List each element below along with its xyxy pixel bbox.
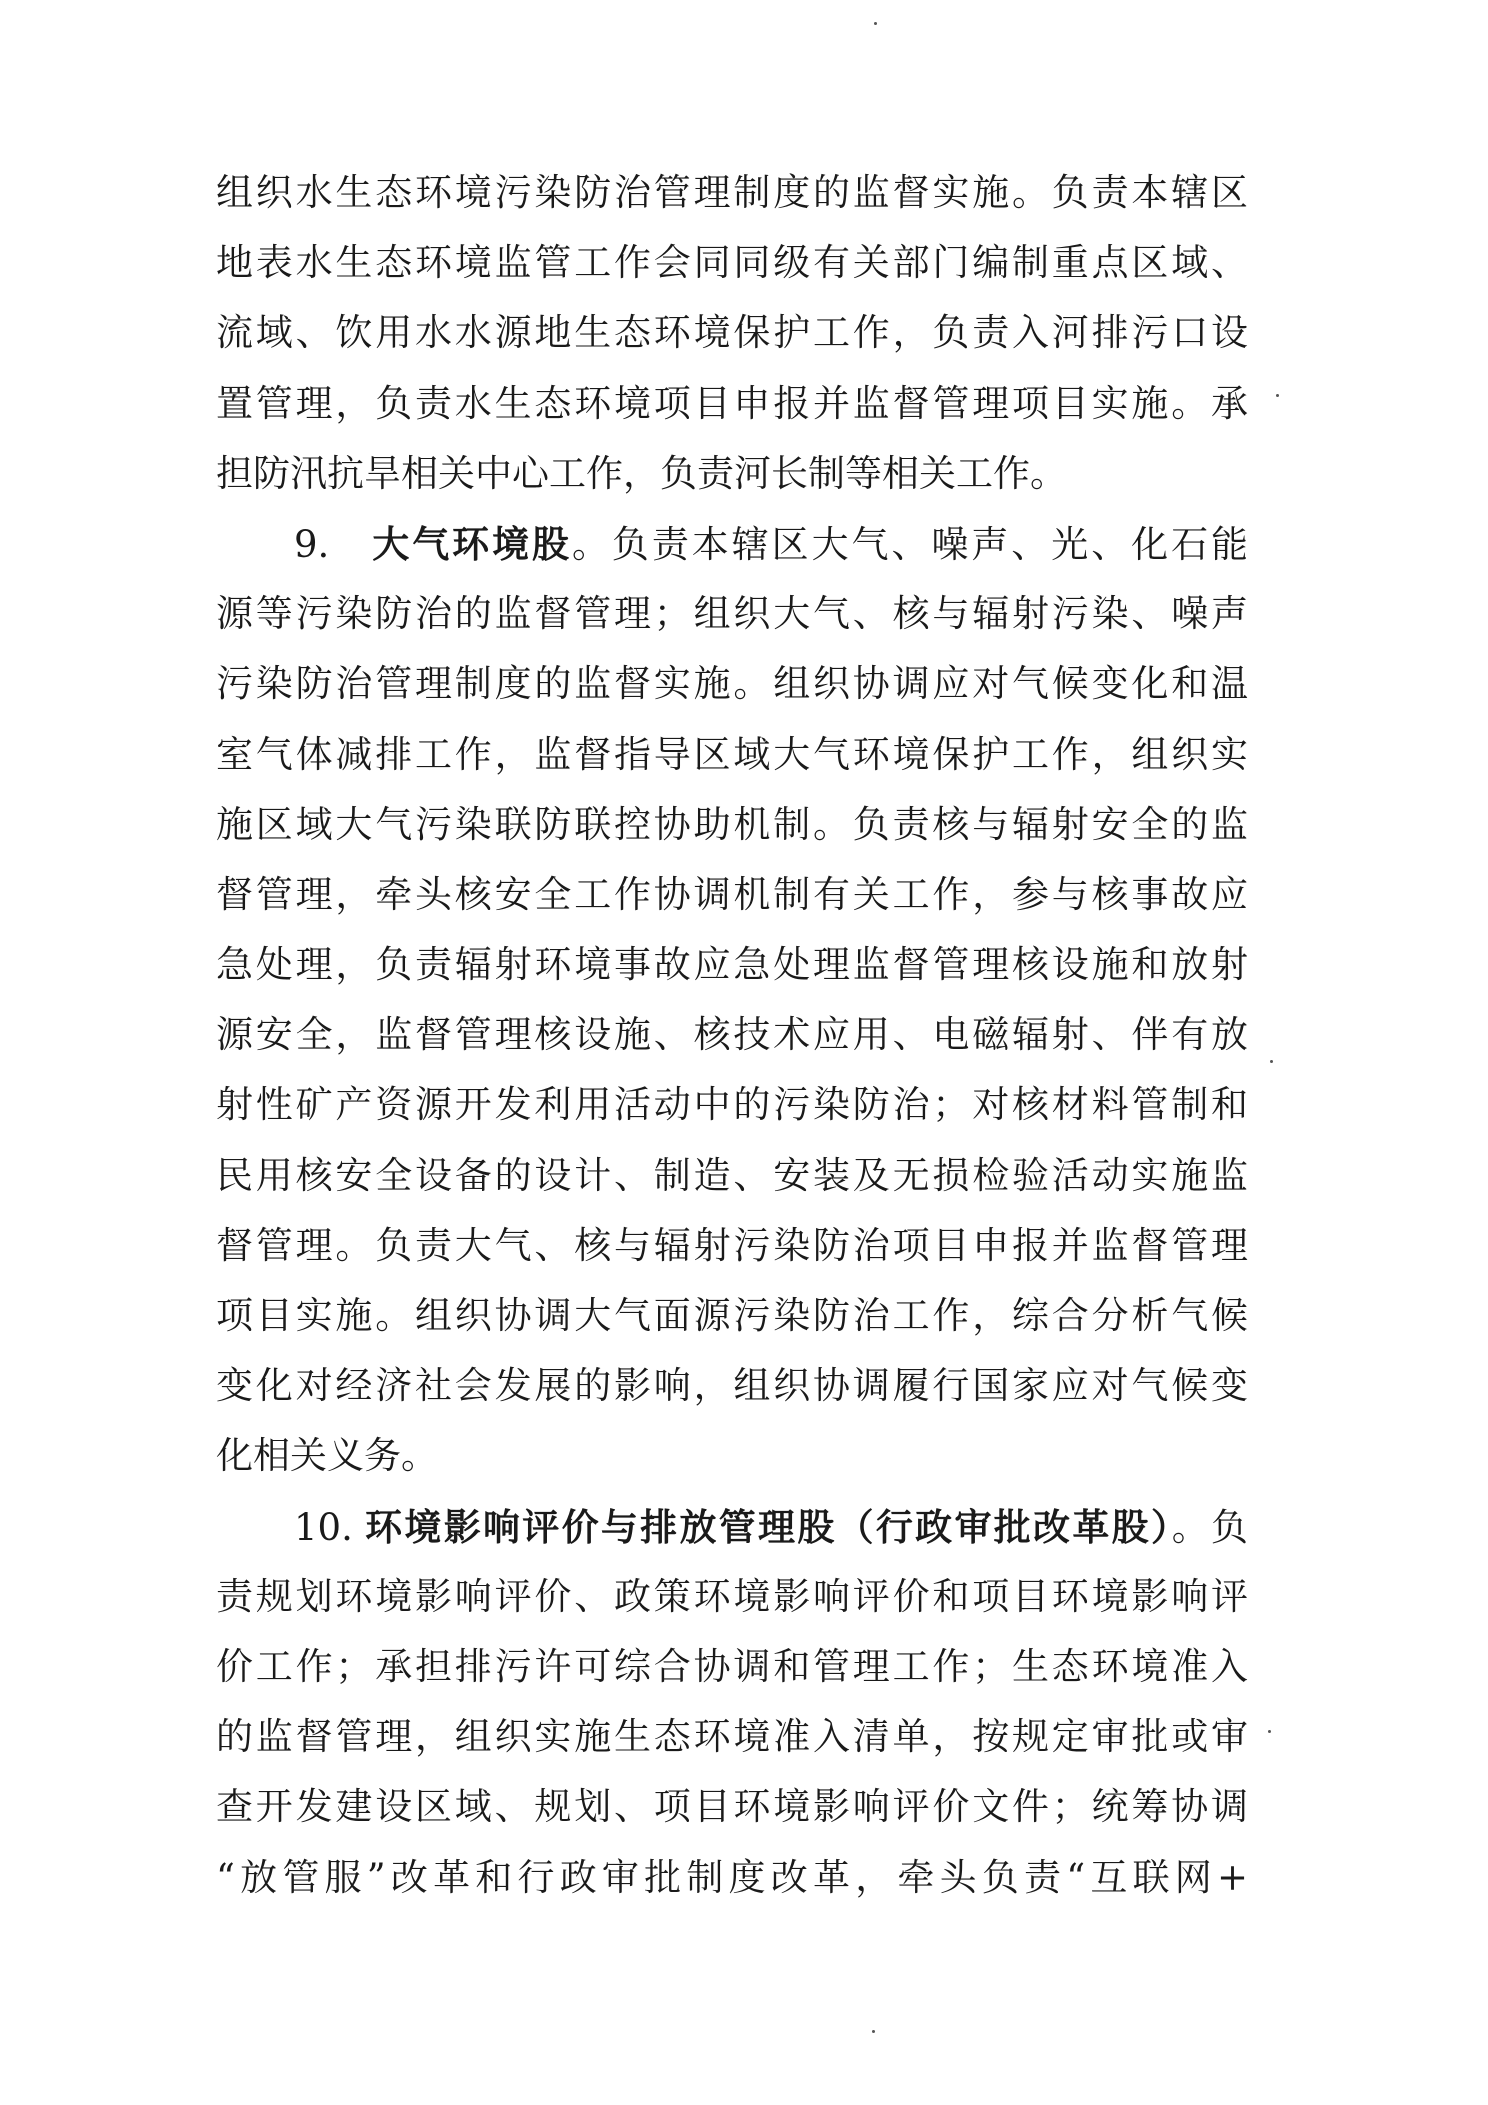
text-line: 担防汛抗旱相关中心工作，负责河长制等相关工作。: [216, 451, 1067, 495]
text-line: 施区域大气污染联防联控协助机制。负责核与辐射安全的监: [216, 802, 1248, 846]
text-line: 化相关义务。: [216, 1434, 438, 1478]
text-line: “放管服”改革和行政审批制度改革，牵头负责“互联网+: [216, 1855, 1248, 1899]
text-line: 价工作；承担排污许可综合协调和管理工作；生态环境准入: [216, 1644, 1248, 1688]
text-line: 射性矿产资源开发利用活动中的污染防治；对核材料管制和: [216, 1083, 1248, 1127]
text-line: 责规划环境影响评价、政策环境影响评价和项目环境影响评: [216, 1574, 1248, 1618]
text-line: 源等污染防治的监督管理；组织大气、核与辐射污染、噪声: [216, 592, 1248, 636]
text-line: 民用核安全设备的设计、制造、安装及无损检验活动实施监: [216, 1153, 1248, 1197]
scan-speck: [1270, 1060, 1273, 1063]
text-line: 源安全，监督管理核设施、核技术应用、电磁辐射、伴有放: [216, 1013, 1248, 1057]
text-line: 流域、饮用水水源地生态环境保护工作，负责入河排污口设: [216, 311, 1248, 355]
text-line: 组织水生态环境污染防治管理制度的监督实施。负责本辖区: [216, 171, 1248, 214]
section-9-number: 9.: [294, 522, 330, 566]
body-text: [216, 158, 1248, 1913]
text-line: 急处理，负责辐射环境事故应急处理监督管理核设施和放射: [216, 943, 1248, 987]
section-9-first-line-text: 。负责本辖区大气、噪声、光、化石能: [571, 522, 1248, 566]
scan-speck: [1276, 394, 1279, 397]
section-10-number: 10.: [294, 1505, 353, 1549]
section-9-heading: 大气环境股: [369, 521, 572, 566]
text-line: 室气体减排工作，监督指导区域大气环境保护工作，组织实: [216, 732, 1248, 776]
section-10-first-line: [216, 1492, 1248, 1562]
section-10-first-line-text: 。负: [1171, 1505, 1248, 1549]
text-line: 督管理。负责大气、核与辐射污染防治项目申报并监督管理: [216, 1223, 1248, 1267]
scan-speck: [1268, 1730, 1271, 1733]
text-line: 置管理，负责水生态环境项目申报并监督管理项目实施。承: [216, 381, 1248, 425]
text-line: 变化对经济社会发展的影响，组织协调履行国家应对气候变: [216, 1364, 1248, 1408]
scan-speck: [872, 2030, 875, 2033]
section-10-heading: 环境影响评价与排放管理股（行政审批改革股）: [362, 1504, 1172, 1549]
text-line: 督管理，牵头核安全工作协调机制有关工作，参与核事故应: [216, 872, 1248, 916]
text-line: 项目实施。组织协调大气面源污染防治工作，综合分析气候: [216, 1294, 1248, 1337]
text-line: 污染防治管理制度的监督实施。组织协调应对气候变化和温: [216, 662, 1248, 706]
text-line: 查开发建设区域、规划、项目环境影响评价文件；统筹协调: [216, 1785, 1248, 1829]
text-line: 地表水生态环境监管工作会同同级有关部门编制重点区域、: [216, 241, 1248, 285]
text-line: 的监督管理，组织实施生态环境准入清单，按规定审批或审: [216, 1715, 1248, 1759]
section-9-first-line: [216, 509, 1248, 579]
scan-speck: [874, 22, 877, 25]
